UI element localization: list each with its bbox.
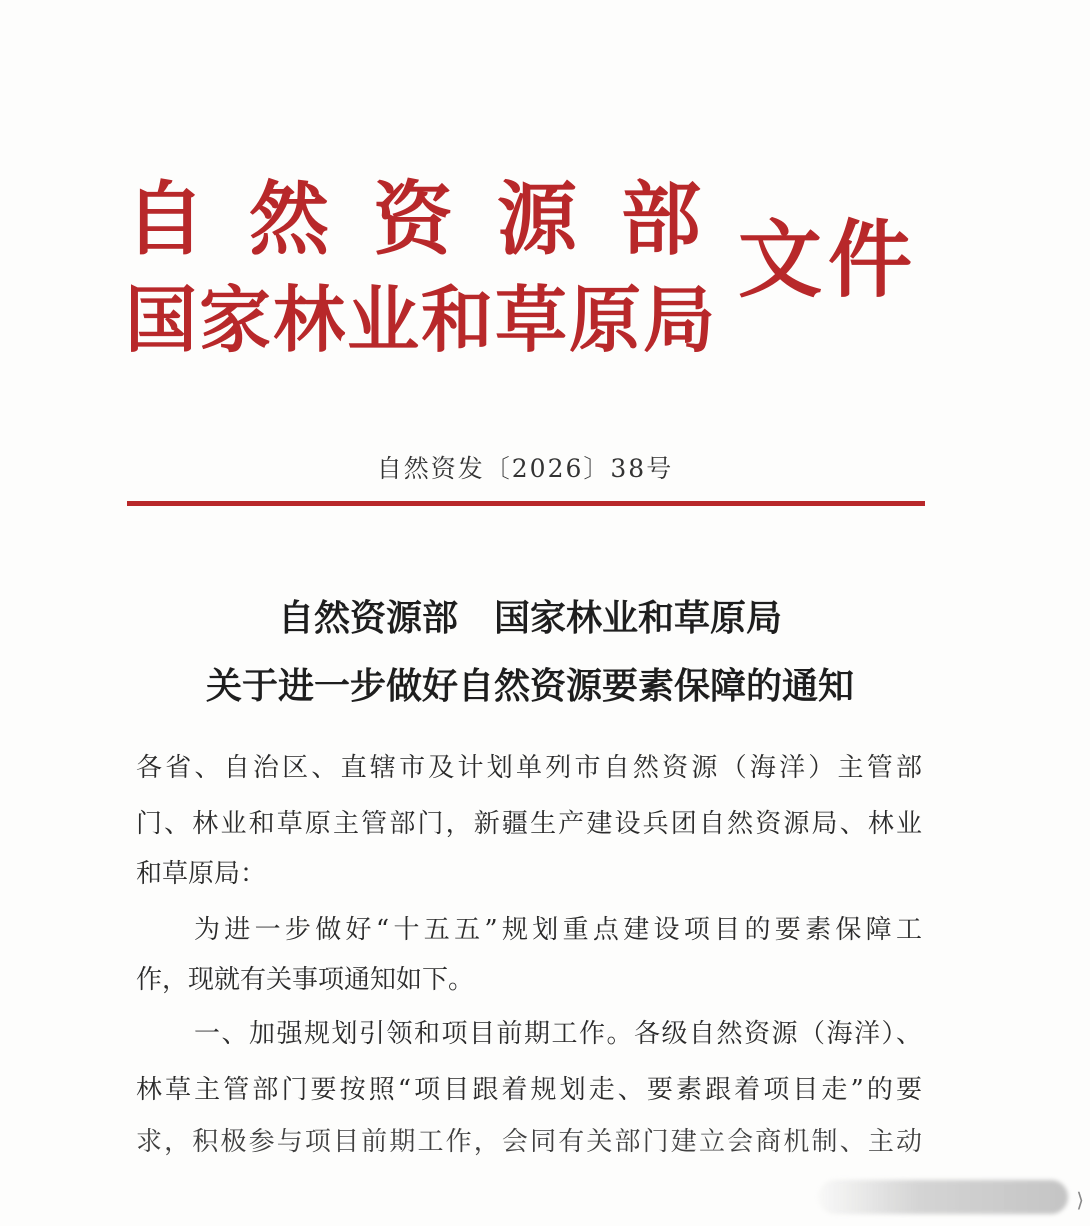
body-line: 林草主管部门要按照“项目跟着规划走、要素跟着项目走”的要 — [136, 1075, 922, 1105]
body-line: 一、加强规划引领和项目前期工作。各级自然资源（海洋）、 — [194, 1019, 922, 1049]
body-line: 门、林业和草原主管部门，新疆生产建设兵团自然资源局、林业 — [136, 809, 922, 839]
notice-title-issuers: 自然资源部 国家林业和草原局 — [277, 598, 782, 639]
issuer-forestry-grassland-bureau: 国家林业和草原局 — [125, 278, 718, 362]
body-line: 求，积极参与项目前期工作，会同有关部门建立会商机制、主动 — [136, 1127, 922, 1157]
body-line: 作，现就有关事项通知如下。 — [136, 965, 475, 995]
blurred-watermark — [818, 1180, 1068, 1214]
body-line: 和草原局： — [136, 859, 267, 889]
document-number: 自然资发〔2026〕38号 — [376, 454, 674, 483]
doc-word-wenjian: 文件 — [738, 211, 919, 309]
issuer-ministry-natural-resources: 自然资源部 — [125, 173, 745, 266]
red-divider-line — [127, 501, 925, 506]
notice-title-subject: 关于进一步做好自然资源要素保障的通知 — [205, 666, 854, 707]
watermark-icon: ⟩ — [1076, 1188, 1084, 1212]
body-line: 各省、自治区、直辖市及计划单列市自然资源（海洋）主管部 — [136, 753, 922, 783]
body-line: 为进一步做好“十五五”规划重点建设项目的要素保障工 — [194, 915, 922, 945]
